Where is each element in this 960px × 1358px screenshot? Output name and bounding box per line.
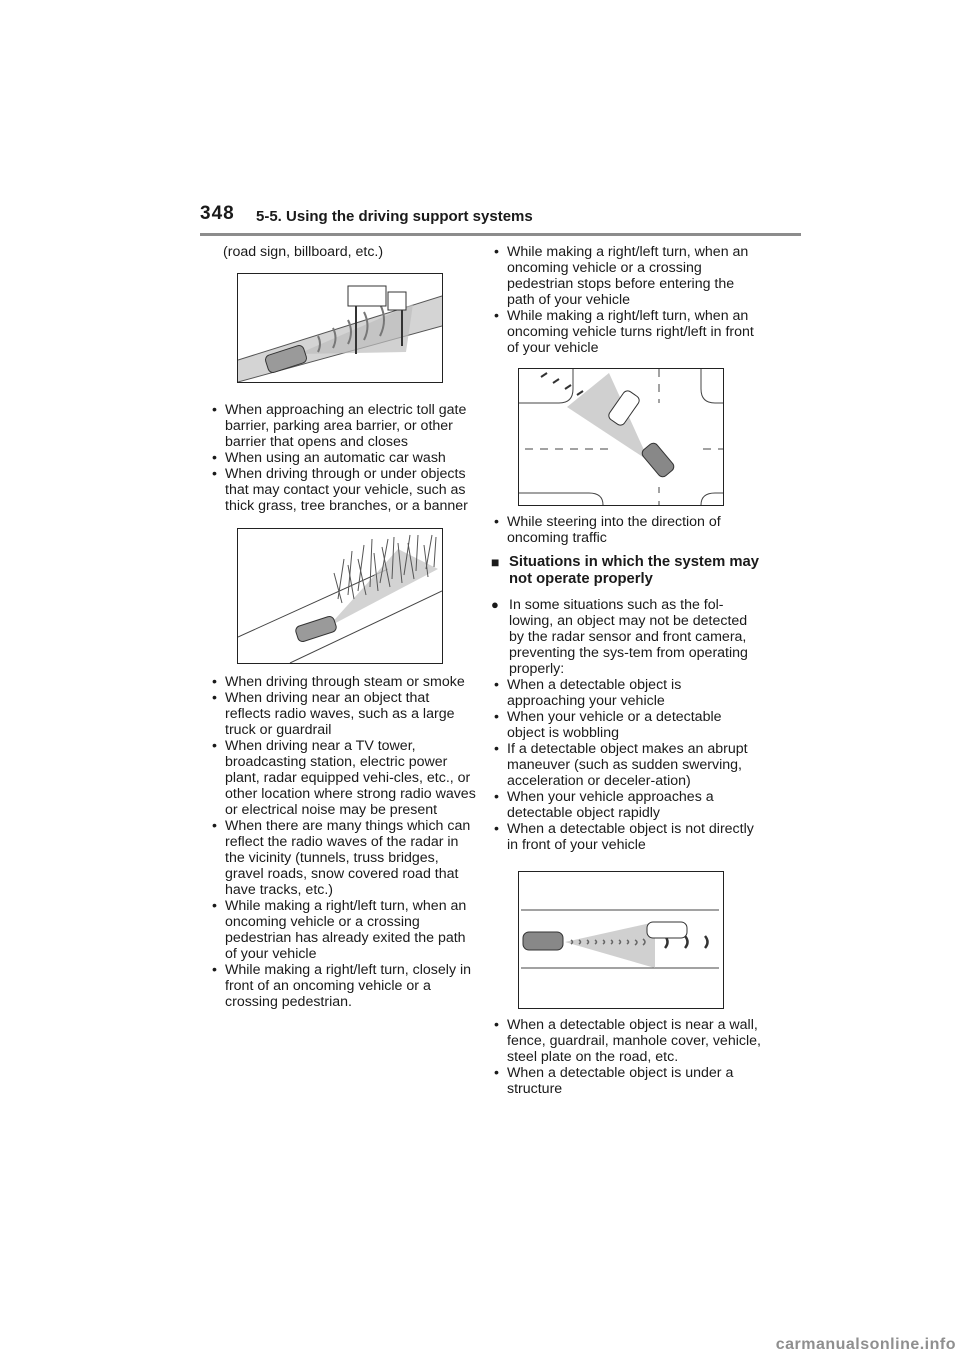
section-title: 5-5. Using the driving support systems [256,208,533,225]
left-bullet-list-1 [209,402,477,514]
left-column [209,244,477,1010]
figure-offset-vehicle [518,871,724,1009]
list-item: • While making a right/left turn, when an oncoming vehicle or a crossing pedestrian has already exited the path of your vehicle [212,898,467,962]
list-item: • When driving through or under objects that may contact your vehicle, such as thick grass, tree branches, or a banner [212,466,468,514]
figure-road-sign [237,273,443,383]
list-item: • When using an automatic car wash [212,450,446,466]
left-bullet-list-2 [209,674,477,1010]
list-item: • While making a right/left turn, when an oncoming vehicle or a crossing pedestrian stops before entering the path of your vehicle [494,244,749,308]
list-item: • When driving through steam or smoke [212,674,465,690]
list-item: • While making a right/left turn, closely in front of an oncoming vehicle or a crossing pedestrian. [212,962,472,1010]
right-bullet-list-4 [491,1017,761,1097]
list-item: • When a detectable object is not directly in front of your vehicle [494,821,754,853]
list-item: • When a detectable object is near a wall, fence, guardrail, manhole cover, vehicle, steel plate on the road, etc. [494,1017,761,1065]
figure-intersection-turn [518,368,724,506]
right-bullet-list-2 [491,514,761,546]
list-item: • When driving near a TV tower, broadcasting station, electric power plant, radar equipped vehi-cles, etc., or other location where strong radio waves or electrical noise may be present [212,738,476,818]
list-item: • When your vehicle or a detectable object is wobbling [494,709,722,741]
page-number: 348 [200,203,235,224]
figure-tall-grass [237,528,443,664]
intro-paragraph: ● In some situations such as the fol-lowing, an object may not be detected by the radar sensor and front camera, preventing the sys-tem from operating properly: [491,597,748,677]
list-item: • While steering into the direction of oncoming traffic [494,514,721,546]
list-item: • While making a right/left turn, when an oncoming vehicle turns right/left in front of your vehicle [494,308,754,356]
right-bullet-list-3 [491,677,761,853]
circle-bullet-icon: ● [491,597,499,612]
list-item: • When your vehicle approaches a detectable object rapidly [494,789,714,821]
square-icon: ■ [491,554,500,570]
watermark: carmanualsonline.info [775,1336,956,1353]
header-rule [200,233,801,236]
list-item: • When approaching an electric toll gate barrier, parking area barrier, or other barrier that opens and closes [212,402,467,450]
list-item: • When a detectable object is approaching your vehicle [494,677,682,709]
list-item: • When there are many things which can reflect the radio waves of the radar in the vicinity (tunnels, truss bridges, gravel roads, snow covered road that have tracks, etc.) [212,818,471,898]
list-item: • When driving near an object that reflects radio waves, such as a large truck or guardrail [212,690,455,738]
continued-text: (road sign, billboard, etc.) [223,244,384,260]
section-heading: ■ Situations in which the system may not operate properly [491,554,759,587]
list-item: • When a detectable object is under a structure [494,1065,734,1097]
list-item: • If a detectable object makes an abrupt maneuver (such as sudden swerving, acceleration or deceler-ation) [494,741,748,789]
right-bullet-list-1 [491,244,761,356]
right-column [491,244,761,1097]
